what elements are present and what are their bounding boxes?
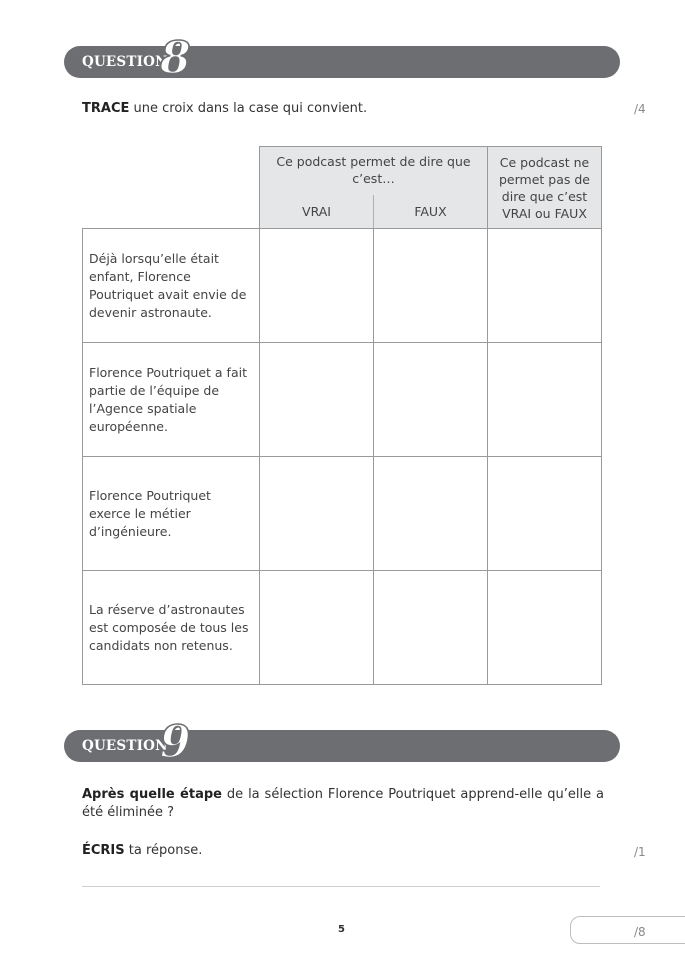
table-row bbox=[83, 229, 602, 343]
checkbox-ne-permet-pas-4[interactable] bbox=[488, 571, 602, 685]
question-number: 8 bbox=[160, 33, 191, 84]
checkbox-faux-1[interactable] bbox=[374, 229, 488, 343]
question-body: de la sélection Florence Poutriquet apprend-elle qu’elle a été éliminée ? bbox=[82, 787, 604, 820]
checkbox-vrai-1[interactable] bbox=[260, 229, 374, 343]
statement-4: La réserve d’astronautes est composée de tous les candidats non retenus. bbox=[83, 571, 260, 685]
answer-table bbox=[82, 146, 602, 685]
checkbox-ne-permet-pas-1[interactable] bbox=[488, 229, 602, 343]
checkbox-vrai-3[interactable] bbox=[260, 457, 374, 571]
question-number: 9 bbox=[160, 717, 191, 768]
table-row bbox=[83, 571, 602, 685]
checkbox-faux-2[interactable] bbox=[374, 343, 488, 457]
question-9-banner bbox=[64, 717, 620, 768]
table-corner bbox=[83, 147, 260, 229]
question-9-instruction bbox=[82, 843, 202, 858]
checkbox-faux-3[interactable] bbox=[374, 457, 488, 571]
checkbox-faux-4[interactable] bbox=[374, 571, 488, 685]
statement-3: Florence Poutriquet exerce le métier d’ingénieure. bbox=[83, 457, 260, 571]
question-8-instruction bbox=[82, 101, 367, 116]
instruction-text: ta réponse. bbox=[124, 843, 203, 858]
header-faux: FAUX bbox=[374, 195, 488, 229]
table-row bbox=[83, 457, 602, 571]
question-9-text bbox=[82, 786, 604, 822]
table-row bbox=[83, 343, 602, 457]
answer-line[interactable] bbox=[82, 886, 600, 887]
total-score-box bbox=[570, 916, 685, 944]
question-label: QUESTION bbox=[82, 54, 168, 70]
header-vrai: VRAI bbox=[260, 195, 374, 229]
statement-2: Florence Poutriquet a fait partie de l’équipe de l’Agence spatiale européenne. bbox=[83, 343, 260, 457]
question-9-score: /1 bbox=[634, 845, 646, 859]
header-ne-permet-pas: Ce podcast ne permet pas de dire que c’est VRAI ou FAUX bbox=[488, 147, 602, 229]
instruction-text: une croix dans la case qui convient. bbox=[129, 101, 368, 116]
question-label: QUESTION bbox=[82, 738, 168, 754]
question-emphasis: Après quelle étape bbox=[82, 787, 222, 802]
statement-1: Déjà lorsqu’elle était enfant, Florence Poutriquet avait envie de devenir astronaute. bbox=[83, 229, 260, 343]
checkbox-vrai-2[interactable] bbox=[260, 343, 374, 457]
checkbox-ne-permet-pas-2[interactable] bbox=[488, 343, 602, 457]
question-8-banner bbox=[64, 33, 620, 84]
checkbox-vrai-4[interactable] bbox=[260, 571, 374, 685]
instruction-verb: ÉCRIS bbox=[82, 843, 125, 858]
page-number: 5 bbox=[338, 924, 345, 935]
question-8-score: /4 bbox=[634, 102, 646, 116]
total-score: /8 bbox=[634, 925, 646, 939]
instruction-verb: TRACE bbox=[82, 101, 130, 116]
header-group-podcast-permet: Ce podcast permet de dire que c’est… bbox=[260, 147, 488, 195]
checkbox-ne-permet-pas-3[interactable] bbox=[488, 457, 602, 571]
